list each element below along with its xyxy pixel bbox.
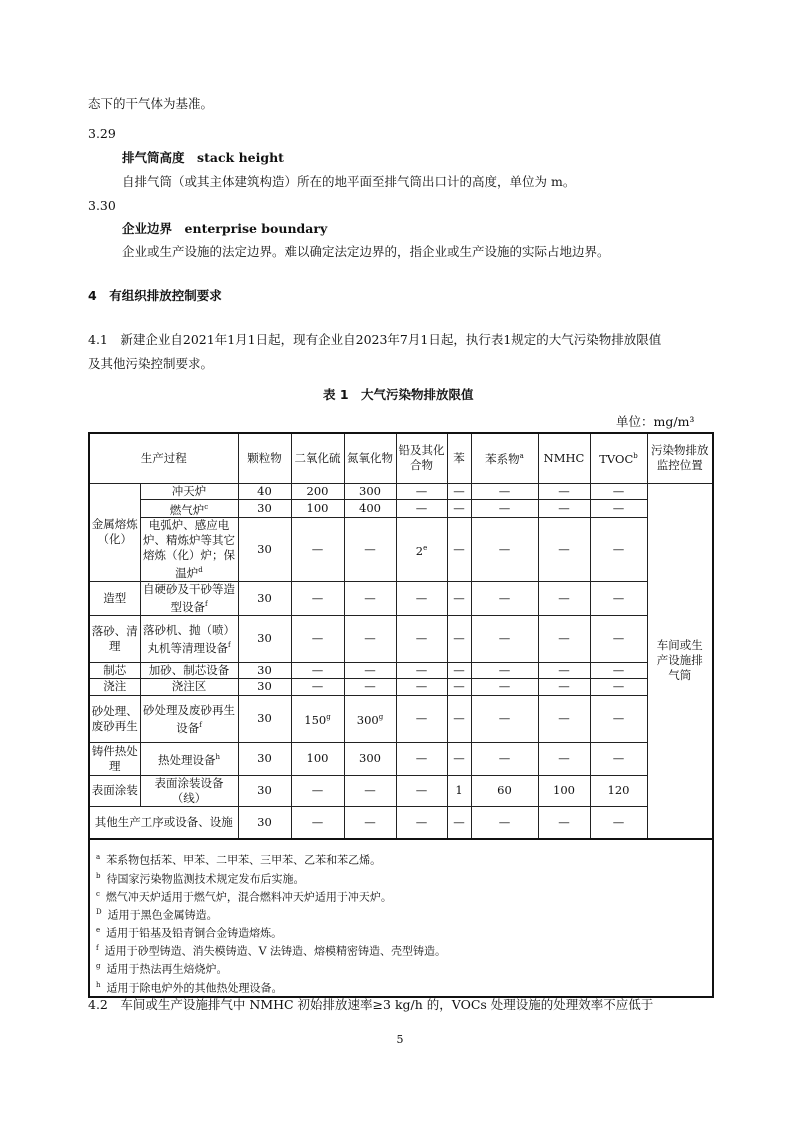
header-cell	[590, 433, 647, 483]
footnote-mark: f	[199, 720, 202, 729]
footnote-mark: h	[215, 753, 220, 762]
value-cell	[238, 775, 291, 806]
header-cell: 生产过程	[89, 433, 238, 483]
value-cell	[344, 775, 396, 806]
footnote-text: 燃气冲天炉适用于燃气炉，混合燃料冲天炉适用于冲天炉。	[105, 890, 392, 904]
group-cell: 落砂、清理	[89, 615, 140, 662]
value-cell	[447, 582, 471, 616]
value-text: 100	[553, 783, 575, 798]
value-text: —	[311, 542, 324, 557]
table-row	[89, 695, 713, 742]
value-cell	[471, 695, 538, 742]
value-cell	[291, 775, 344, 806]
term-en: enterprise boundary	[184, 221, 328, 236]
value-text: 30	[257, 751, 272, 766]
value-cell	[590, 483, 647, 499]
value-cell	[238, 806, 291, 839]
value-cell	[396, 662, 447, 678]
value-cell	[590, 806, 647, 839]
clause-text: 新建企业自2021年1月1日起，现有企业自2023年7月1日起，执行表1规定的大气污染物排放限值	[120, 332, 662, 347]
header-cell: 颗粒物	[238, 433, 291, 483]
value-text: —	[558, 711, 570, 726]
value-cell	[291, 615, 344, 662]
value-text: 100	[306, 500, 329, 515]
value-text: 300	[356, 712, 379, 727]
header-cell: 苯	[447, 433, 471, 483]
footnote-mark: g	[326, 713, 331, 722]
value-text: —	[311, 815, 324, 830]
value-cell	[344, 662, 396, 678]
value-cell	[471, 615, 538, 662]
table-row	[89, 662, 713, 678]
footnote-mark: d	[198, 566, 203, 575]
footnote-mark: D	[96, 907, 102, 916]
footnote-mark: g	[96, 962, 101, 971]
table-row	[89, 806, 713, 839]
group-cell: 表面涂装	[89, 775, 140, 806]
value-text: 300	[359, 483, 381, 498]
value-cell	[344, 678, 396, 695]
value-text: —	[612, 500, 625, 515]
process-text: 热处理设备	[157, 752, 216, 767]
process-text: 表面涂装设备（线）	[154, 775, 224, 805]
value-text: 30	[257, 662, 272, 677]
footnote-mark: a	[96, 853, 101, 862]
value-text: 30	[257, 711, 272, 726]
value-text: —	[415, 591, 428, 606]
value-text: —	[612, 591, 625, 606]
value-cell	[590, 662, 647, 678]
group-cell: 其他生产工序或设备、设施	[89, 806, 238, 839]
value-cell	[471, 806, 538, 839]
value-cell	[238, 582, 291, 616]
value-text: —	[415, 751, 428, 766]
value-text: —	[612, 483, 625, 498]
value-cell	[396, 582, 447, 616]
value-text: 30	[257, 500, 272, 515]
value-text: 300	[359, 751, 381, 766]
value-cell	[291, 678, 344, 695]
value-text: —	[311, 662, 324, 677]
process-cell	[140, 662, 238, 678]
value-cell	[471, 662, 538, 678]
footnote-mark: e	[423, 543, 428, 552]
value-cell	[291, 518, 344, 582]
value-cell	[396, 483, 447, 499]
intro-line: 态下的干气体为基准。	[88, 96, 214, 111]
value-cell	[471, 775, 538, 806]
process-text: 冲天炉	[171, 483, 207, 498]
value-text: —	[415, 711, 428, 726]
value-cell	[344, 499, 396, 518]
process-cell	[140, 695, 238, 742]
process-cell	[140, 742, 238, 775]
footnote-mark: g	[378, 713, 384, 722]
value-text: —	[453, 542, 465, 557]
clause-text-cont: 及其他污染控制要求。	[88, 356, 214, 371]
value-cell	[291, 662, 344, 678]
value-cell	[590, 615, 647, 662]
clause-number: 4.2	[88, 997, 108, 1012]
value-cell	[238, 499, 291, 518]
value-text: —	[453, 711, 465, 726]
value-text: —	[498, 815, 511, 830]
process-text: 加砂、制芯设备	[148, 662, 230, 677]
value-cell	[538, 518, 590, 582]
value-cell	[538, 695, 590, 742]
table-row	[89, 582, 713, 616]
header-text: TVOC	[599, 452, 634, 467]
value-cell	[447, 662, 471, 678]
value-text: —	[453, 500, 465, 515]
process-text: 自硬砂及干砂等造型设备	[143, 582, 235, 614]
value-cell	[238, 662, 291, 678]
process-text: 浇注区	[171, 679, 207, 694]
group-cell: 造型	[89, 582, 140, 616]
value-cell	[447, 483, 471, 499]
value-text: 150	[304, 712, 327, 727]
footnote-mark: f	[96, 944, 99, 953]
footnote-mark: a	[519, 452, 524, 461]
value-text: —	[311, 591, 324, 606]
group-cell: 制芯	[89, 662, 140, 678]
value-cell	[447, 742, 471, 775]
notes-row	[89, 839, 713, 996]
footnote-mark: f	[227, 640, 231, 649]
process-cell	[140, 775, 238, 806]
value-text: —	[311, 631, 324, 646]
value-cell	[538, 678, 590, 695]
value-text: —	[415, 783, 428, 798]
value-text: —	[311, 679, 324, 694]
process-cell	[140, 615, 238, 662]
value-cell	[291, 806, 344, 839]
value-cell	[291, 499, 344, 518]
section-number: 3.29	[88, 126, 116, 141]
table-row	[89, 775, 713, 806]
footnote-mark: b	[96, 871, 101, 880]
value-cell	[396, 695, 447, 742]
header-cell: 铅及其化合物	[396, 433, 447, 483]
value-text: —	[558, 679, 570, 694]
value-cell	[238, 615, 291, 662]
value-text: 400	[359, 500, 381, 515]
value-text: —	[364, 631, 376, 646]
process-cell	[140, 582, 238, 616]
value-text: —	[558, 631, 570, 646]
value-text: —	[612, 815, 625, 830]
value-cell	[538, 483, 590, 499]
group-cell: 铸件热处理	[89, 742, 140, 775]
value-text: 40	[257, 483, 272, 498]
value-text: —	[498, 591, 511, 606]
value-cell	[238, 678, 291, 695]
value-text: —	[498, 711, 511, 726]
value-text: —	[558, 542, 570, 557]
value-cell	[538, 499, 590, 518]
value-cell	[538, 582, 590, 616]
footnote-text: 适用于铅基及铅青铜合金铸造熔炼。	[106, 926, 283, 940]
value-text: —	[364, 679, 376, 694]
value-text: —	[558, 751, 570, 766]
value-cell	[538, 662, 590, 678]
value-cell	[344, 615, 396, 662]
value-text: —	[415, 679, 428, 694]
term-heading	[122, 221, 327, 237]
footnote-mark: e	[96, 926, 101, 935]
value-text: —	[364, 783, 376, 798]
value-cell	[538, 742, 590, 775]
value-text: —	[558, 591, 570, 606]
value-text: —	[612, 631, 625, 646]
footnote	[96, 850, 712, 868]
term-heading	[122, 150, 284, 166]
value-cell	[447, 615, 471, 662]
section-number: 3.30	[88, 198, 116, 213]
table-caption: 表 1 大气污染物排放限值	[323, 387, 474, 402]
value-text: —	[498, 483, 511, 498]
value-text: —	[453, 631, 465, 646]
value-cell	[344, 695, 396, 742]
value-text: 1	[455, 783, 463, 798]
term-zh: 排气筒高度	[122, 150, 185, 165]
value-text: 60	[497, 783, 512, 798]
value-cell	[238, 695, 291, 742]
section-heading: 4 有组织排放控制要求	[88, 288, 222, 303]
value-cell	[238, 742, 291, 775]
term-definition: 自排气筒（或其主体建筑构造）所在的地平面至排气筒出口计的高度，单位为 m。	[122, 174, 576, 189]
value-text: —	[311, 783, 324, 798]
footnote	[96, 923, 712, 941]
process-text: 落砂机、抛（喷）丸机等清理设备	[143, 622, 235, 655]
value-text: 120	[607, 783, 630, 798]
value-text: 100	[306, 751, 329, 766]
header-cell: 污染物排放监控位置	[647, 433, 713, 483]
value-text: —	[558, 662, 570, 677]
value-cell	[538, 615, 590, 662]
value-text: —	[453, 591, 465, 606]
term-en: stack height	[197, 150, 284, 165]
value-cell	[590, 582, 647, 616]
value-text: 30	[257, 815, 272, 830]
header-cell	[471, 433, 538, 483]
footnote-text: 适用于黑色金属铸造。	[107, 908, 218, 922]
value-cell	[447, 775, 471, 806]
value-text: —	[498, 542, 511, 557]
value-text: —	[612, 662, 625, 677]
value-text: —	[558, 500, 570, 515]
value-text: —	[498, 679, 511, 694]
value-cell	[291, 742, 344, 775]
table-row	[89, 518, 713, 582]
value-text: —	[558, 815, 570, 830]
value-cell	[396, 806, 447, 839]
process-text: 砂处理及废砂再生设备	[143, 702, 235, 735]
process-cell	[140, 499, 238, 518]
header-cell: NMHC	[538, 433, 590, 483]
monitor-location-cell: 车间或生产设施排气筒	[647, 483, 713, 839]
value-cell	[291, 483, 344, 499]
value-cell	[590, 518, 647, 582]
footnote-text: 待国家污染物监测技术规定发布后实施。	[106, 872, 305, 886]
value-text: —	[498, 662, 511, 677]
value-text: —	[415, 662, 428, 677]
value-text: 30	[257, 679, 272, 694]
value-text: —	[364, 591, 376, 606]
value-cell	[238, 483, 291, 499]
footnote-mark: c	[204, 502, 209, 511]
process-cell	[140, 678, 238, 695]
table-row	[89, 615, 713, 662]
value-text: —	[612, 711, 625, 726]
header-cell: 氮氧化物	[344, 433, 396, 483]
value-text: —	[498, 751, 511, 766]
value-cell	[471, 499, 538, 518]
table-row	[89, 483, 713, 499]
value-text: 30	[257, 542, 272, 557]
value-cell	[396, 499, 447, 518]
value-cell	[447, 518, 471, 582]
value-text: —	[453, 662, 465, 677]
value-text: —	[558, 483, 570, 498]
value-text: —	[415, 815, 428, 830]
value-text: —	[415, 500, 428, 515]
value-cell	[447, 695, 471, 742]
process-text: 燃气炉	[169, 502, 205, 517]
value-text: —	[415, 483, 428, 498]
clause-text: 车间或生产设施排气中 NMHC 初始排放速率≥3 kg/h 的，VOCs 处理设施的处理效率不应低于	[120, 997, 654, 1012]
footnote	[96, 887, 712, 905]
value-cell	[291, 695, 344, 742]
value-text: —	[612, 751, 625, 766]
value-text: —	[453, 483, 465, 498]
value-cell	[396, 615, 447, 662]
footnote	[96, 978, 712, 996]
value-cell	[344, 582, 396, 616]
value-cell	[238, 518, 291, 582]
table-row	[89, 742, 713, 775]
header-text: 苯系物	[485, 452, 520, 467]
emission-limits-table	[88, 432, 714, 998]
value-cell	[590, 678, 647, 695]
value-cell	[590, 499, 647, 518]
value-cell	[344, 806, 396, 839]
value-text: —	[364, 815, 376, 830]
footnote-text: 适用于热法再生焙烧炉。	[106, 963, 228, 977]
value-cell	[590, 775, 647, 806]
value-text: —	[415, 631, 428, 646]
footnote-mark: c	[96, 889, 100, 898]
process-cell	[140, 483, 238, 499]
value-cell	[447, 499, 471, 518]
process-cell	[140, 518, 238, 582]
footnote-mark: b	[633, 452, 638, 461]
header-row	[89, 433, 713, 483]
value-cell	[447, 806, 471, 839]
value-text: 200	[306, 483, 329, 498]
process-text: 电弧炉、感应电炉、精炼炉等其它熔炼（化）炉；保温炉	[143, 518, 235, 581]
value-text: —	[364, 542, 376, 557]
table-row	[89, 678, 713, 695]
table-unit: 单位：mg/m³	[616, 414, 695, 429]
value-text: —	[498, 631, 511, 646]
header-cell: 二氧化硫	[291, 433, 344, 483]
value-cell	[471, 518, 538, 582]
footnote-mark: h	[96, 980, 101, 989]
value-cell	[291, 582, 344, 616]
footnote	[96, 941, 712, 959]
clause-4-1	[88, 332, 661, 348]
value-cell	[538, 806, 590, 839]
footnote	[96, 959, 712, 977]
value-cell	[471, 742, 538, 775]
value-text: 30	[257, 591, 272, 606]
footnote	[96, 869, 712, 887]
value-cell	[590, 742, 647, 775]
footnote-text: 苯系物包括苯、甲苯、二甲苯、三甲苯、乙苯和苯乙烯。	[106, 854, 382, 868]
value-cell	[590, 695, 647, 742]
clause-number: 4.1	[88, 332, 108, 347]
footnote-mark: f	[204, 600, 208, 609]
footnote-text: 适用于砂型铸造、消失模铸造、V 法铸造、熔模精密铸造、壳型铸造。	[104, 944, 447, 958]
value-text: 30	[257, 631, 272, 646]
value-cell	[447, 678, 471, 695]
value-cell	[396, 518, 447, 582]
term-zh: 企业边界	[122, 221, 173, 236]
group-cell: 浇注	[89, 678, 140, 695]
table-row	[89, 499, 713, 518]
value-text: 2	[415, 543, 424, 558]
value-text: —	[498, 500, 511, 515]
value-cell	[471, 678, 538, 695]
value-cell	[471, 483, 538, 499]
value-cell	[344, 483, 396, 499]
value-text: —	[612, 679, 625, 694]
value-cell	[344, 742, 396, 775]
group-cell: 金属熔炼（化）	[89, 483, 140, 582]
value-cell	[396, 742, 447, 775]
footnote	[96, 905, 712, 923]
value-text: —	[453, 815, 465, 830]
value-cell	[471, 582, 538, 616]
value-cell	[344, 518, 396, 582]
value-cell	[538, 775, 590, 806]
value-text: —	[453, 751, 465, 766]
value-text: —	[612, 542, 625, 557]
term-definition: 企业或生产设施的法定边界。难以确定法定边界的，指企业或生产设施的实际占地边界。	[122, 244, 610, 259]
value-text: —	[453, 679, 465, 694]
footnote-text: 适用于除电炉外的其他热处理设备。	[106, 981, 283, 995]
value-text: 30	[257, 783, 272, 798]
value-cell	[396, 775, 447, 806]
value-cell	[396, 678, 447, 695]
clause-4-2	[88, 997, 653, 1013]
table-notes	[89, 839, 713, 996]
page-number: 5	[396, 1033, 404, 1046]
value-text: —	[364, 662, 376, 677]
group-cell: 砂处理、废砂再生	[89, 695, 140, 742]
